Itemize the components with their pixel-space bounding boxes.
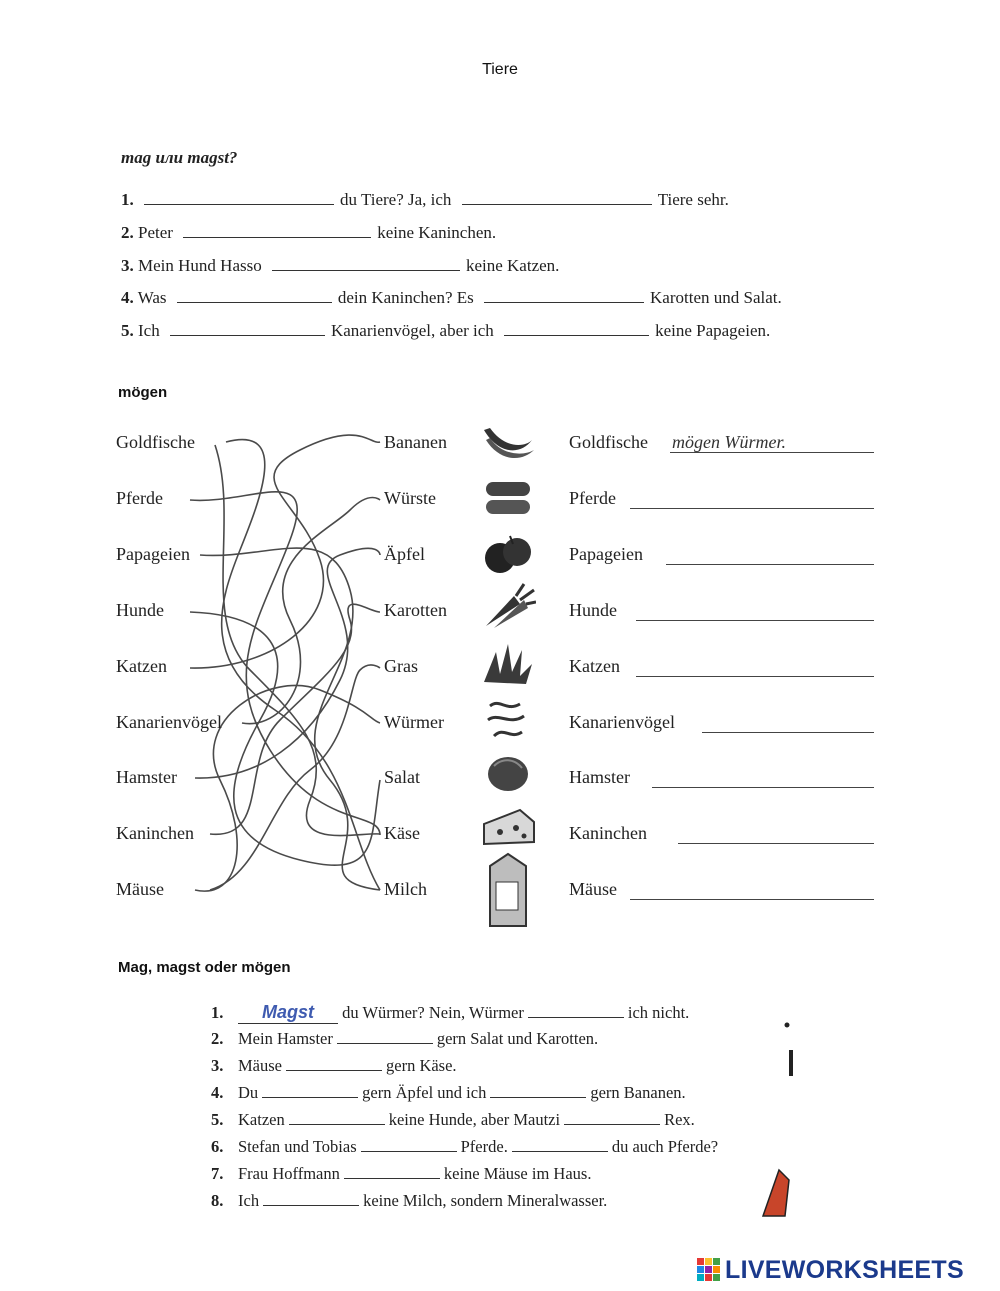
answer-blank[interactable] <box>170 321 325 336</box>
answer-line[interactable] <box>670 452 874 453</box>
animal-label: Goldfische <box>116 432 195 452</box>
sentence-text: dein Kaninchen? Es <box>337 288 474 307</box>
sentence-number: 5. <box>211 1110 224 1129</box>
sentence-text: Karotten und Salat. <box>650 288 782 307</box>
answer-blank[interactable] <box>462 190 652 205</box>
answer-blank[interactable] <box>183 223 371 238</box>
s3-sentence-5 <box>211 1110 695 1130</box>
sentence-text: Mein Hund Hasso <box>138 256 262 275</box>
sentence-text: du auch Pferde? <box>611 1137 719 1156</box>
s3-sentence-3 <box>211 1056 457 1076</box>
animal-label: Papageien <box>116 544 190 564</box>
sentence-text: ich nicht. <box>627 1003 690 1022</box>
answer-line[interactable] <box>630 508 874 509</box>
sentence-number: 5. <box>121 321 134 340</box>
answer-blank[interactable] <box>344 1165 440 1179</box>
sentence-text: Mäuse <box>238 1056 282 1075</box>
sentence-text: Du <box>238 1083 259 1102</box>
s3-sentence-8 <box>211 1191 607 1211</box>
sentence-number: 3. <box>121 256 134 275</box>
sentence-text: gern Salat und Karotten. <box>436 1029 599 1048</box>
section3-label: Mag, magst oder mögen <box>118 959 291 976</box>
sentence-text: Tiere sehr. <box>657 190 729 209</box>
sentence-text: Pferde. <box>460 1137 508 1156</box>
animal-label: Kanarienvögel <box>116 712 222 732</box>
answer-animal-label: Katzen <box>569 656 620 676</box>
s1-sentence-4 <box>121 288 782 312</box>
answer-blank[interactable] <box>512 1138 608 1152</box>
cheese-icon <box>480 804 536 852</box>
milk-icon <box>480 852 536 928</box>
animal-label: Hamster <box>116 767 177 787</box>
sentence-number: 4. <box>121 288 134 307</box>
sentence-text: Katzen <box>238 1110 285 1129</box>
answer-animal-label: Mäuse <box>569 879 617 899</box>
example-answer: mögen Würmer. <box>672 432 786 452</box>
sentence-number: 1. <box>121 190 134 209</box>
answer-blank[interactable] <box>337 1030 433 1044</box>
answer-blank[interactable] <box>484 288 644 303</box>
food-label: Gras <box>384 656 418 676</box>
liveworksheets-logo <box>697 1256 964 1284</box>
logo-icon <box>697 1258 721 1282</box>
sentence-text: Peter <box>138 223 173 242</box>
grass-icon <box>480 640 536 688</box>
answer-blank[interactable] <box>564 1111 660 1125</box>
food-label: Salat <box>384 767 420 787</box>
sentence-text: Stefan und Tobias <box>238 1137 357 1156</box>
answer-animal-label: Kaninchen <box>569 823 647 843</box>
salad-icon <box>480 748 536 796</box>
answer-line[interactable] <box>636 620 874 621</box>
apple-icon <box>480 530 536 578</box>
sentence-text: Was <box>137 288 167 307</box>
page-title: Tiere <box>482 61 518 78</box>
answer-line[interactable] <box>702 732 874 733</box>
food-label: Bananen <box>384 432 447 452</box>
logo-text: LIVEWORKSHEETS <box>725 1255 964 1284</box>
answer-line[interactable] <box>666 564 874 565</box>
animal-label: Pferde <box>116 488 163 508</box>
sausage-icon <box>480 474 536 522</box>
sentence-number: 8. <box>211 1191 224 1210</box>
answer-animal-label: Kanarienvögel <box>569 712 675 732</box>
answer-blank[interactable] <box>263 1192 359 1206</box>
sentence-text: Ich <box>238 1191 260 1210</box>
worm-icon <box>480 696 536 744</box>
section2-label: mögen <box>118 384 168 401</box>
section1-heading: mag или magst? <box>121 148 238 167</box>
answer-animal-label: Papageien <box>569 544 643 564</box>
s3-sentence-4 <box>211 1083 686 1103</box>
sentence-text: du Würmer? Nein, Würmer <box>342 1003 524 1022</box>
sentence-number: 4. <box>211 1083 224 1102</box>
answer-line[interactable] <box>630 899 874 900</box>
sentence-number: 2. <box>121 223 134 242</box>
s3-sentence-7 <box>211 1164 591 1184</box>
answer-blank[interactable] <box>262 1084 358 1098</box>
sentence-text: gern Äpfel und ich <box>362 1083 487 1102</box>
sentence-number: 7. <box>211 1164 224 1183</box>
animal-label: Mäuse <box>116 879 164 899</box>
food-label: Würmer <box>384 712 444 732</box>
food-label: Karotten <box>384 600 447 620</box>
cropped-illustration-icon <box>755 1010 815 1220</box>
s3-sentence-6 <box>211 1137 718 1157</box>
sentence-text: Ich <box>138 321 160 340</box>
answer-animal-label: Goldfische <box>569 432 648 452</box>
answer-blank[interactable] <box>177 288 332 303</box>
bleed-through-text <box>520 150 524 168</box>
answer-blank[interactable] <box>286 1057 382 1071</box>
sentence-text: Rex. <box>664 1110 695 1129</box>
sentence-number: 2. <box>211 1029 224 1048</box>
carrot-icon <box>480 582 536 630</box>
sentence-text: du Tiere? Ja, ich <box>340 190 452 209</box>
answer-blank[interactable] <box>144 190 334 205</box>
sentence-text: keine Kaninchen. <box>377 223 497 242</box>
sentence-text: Mein Hamster <box>238 1029 333 1048</box>
answer-animal-label: Hamster <box>569 767 630 787</box>
sentence-text: keine Mäuse im Haus. <box>443 1164 592 1183</box>
s1-sentence-5 <box>121 321 770 345</box>
s1-sentence-3 <box>121 256 559 280</box>
tangled-lines <box>180 420 390 920</box>
answer-line[interactable] <box>678 843 874 844</box>
animal-label: Katzen <box>116 656 167 676</box>
food-label: Käse <box>384 823 420 843</box>
sentence-text: gern Bananen. <box>590 1083 686 1102</box>
sentence-text: Frau Hoffmann <box>238 1164 340 1183</box>
sentence-text: keine Katzen. <box>465 256 560 275</box>
sentence-number: 3. <box>211 1056 224 1075</box>
food-label: Würste <box>384 488 436 508</box>
sentence-number: 1. <box>211 1003 224 1022</box>
sentence-number: 6. <box>211 1137 224 1156</box>
s3-sentence-2 <box>211 1029 598 1049</box>
answer-blank-filled[interactable] <box>238 1002 338 1024</box>
sentence-text: Kanarienvögel, aber ich <box>330 321 494 340</box>
sentence-text: keine Papageien. <box>655 321 771 340</box>
answer-line[interactable] <box>652 787 874 788</box>
s3-sentence-1 <box>211 1002 689 1024</box>
food-label: Äpfel <box>384 544 425 564</box>
s1-sentence-2 <box>121 223 496 247</box>
answer-line[interactable] <box>636 676 874 677</box>
food-label: Milch <box>384 879 427 899</box>
sentence-text: keine Hunde, aber Mautzi <box>388 1110 561 1129</box>
answer-animal-label: Hunde <box>569 600 617 620</box>
animal-label: Kaninchen <box>116 823 194 843</box>
banana-icon <box>480 418 536 466</box>
animal-label: Hunde <box>116 600 164 620</box>
filled-answer: Magst <box>261 1002 314 1022</box>
sentence-text: keine Milch, sondern Mineralwasser. <box>363 1191 608 1210</box>
answer-blank[interactable] <box>272 256 460 271</box>
answer-blank[interactable] <box>490 1084 586 1098</box>
answer-blank[interactable] <box>528 1004 624 1018</box>
answer-blank[interactable] <box>361 1138 457 1152</box>
sentence-text: gern Käse. <box>386 1056 457 1075</box>
answer-animal-label: Pferde <box>569 488 616 508</box>
answer-blank[interactable] <box>289 1111 385 1125</box>
answer-blank[interactable] <box>504 321 649 336</box>
s1-sentence-1 <box>121 190 729 214</box>
